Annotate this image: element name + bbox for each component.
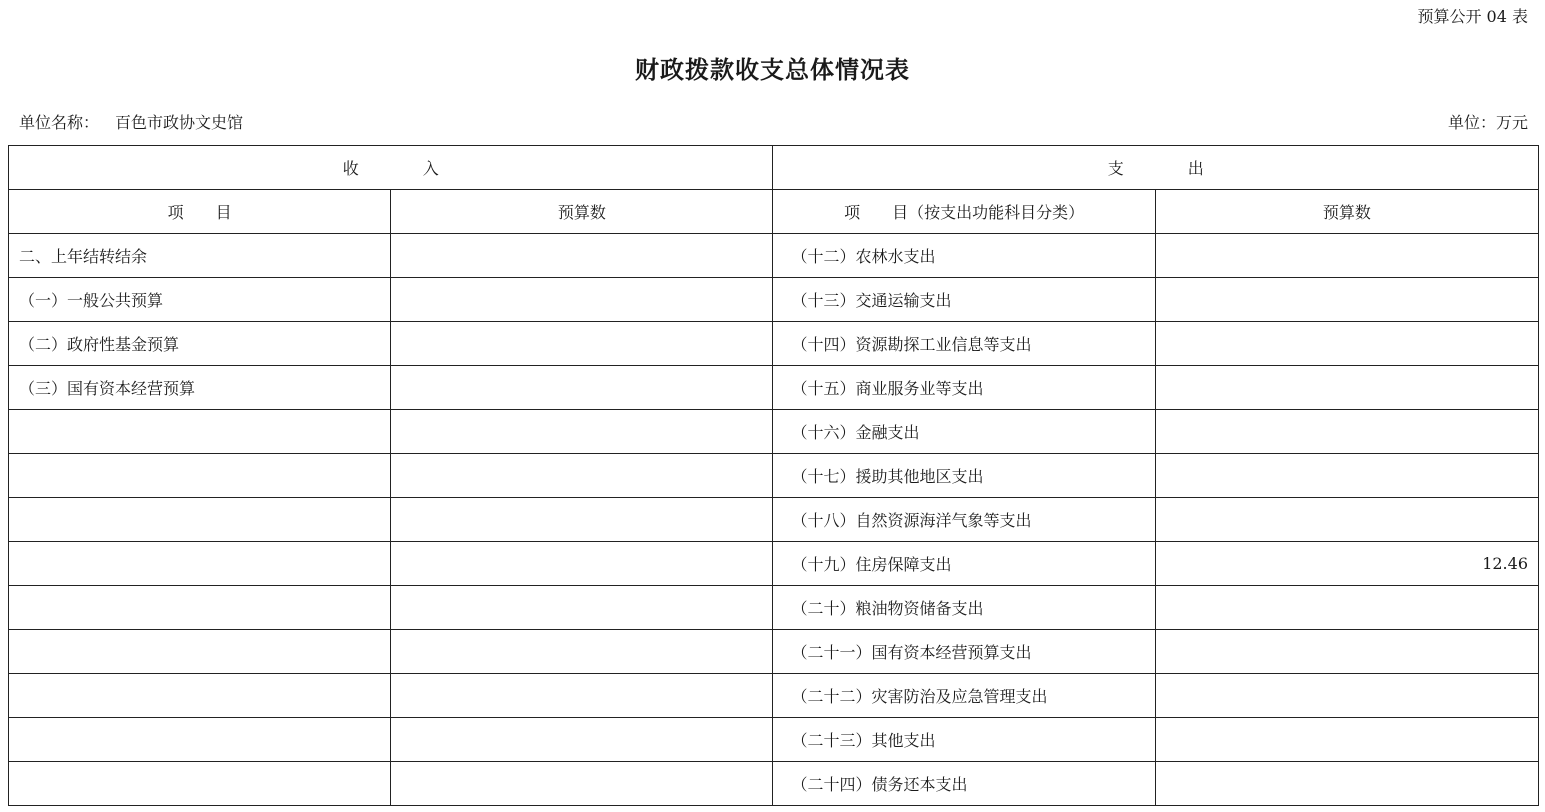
expenditure-item-header: 项 目（按支出功能科目分类） [773, 190, 1155, 234]
table-row [9, 454, 1539, 498]
table-row [9, 366, 1539, 410]
expenditure-budget-cell [1155, 410, 1538, 454]
table-row [9, 234, 1539, 278]
income-budget-cell [391, 410, 773, 454]
income-budget-cell [391, 674, 773, 718]
income-item-cell [9, 454, 391, 498]
expenditure-item-cell: （二十三）其他支出 [773, 718, 1155, 762]
expenditure-budget-cell [1155, 718, 1538, 762]
expenditure-budget-cell [1155, 630, 1538, 674]
page-title: 财政拨款收支总体情况表 [635, 55, 910, 84]
income-budget-cell [391, 718, 773, 762]
expenditure-header: 支 出 [773, 146, 1539, 190]
income-item-header: 项 目 [9, 190, 391, 234]
income-budget-header: 预算数 [391, 190, 773, 234]
unit-name-label: 单位名称： [19, 113, 100, 132]
table-row [9, 762, 1539, 806]
income-item-cell: 二、上年结转结余 [9, 234, 391, 278]
income-budget-cell [391, 454, 773, 498]
income-item-cell [9, 718, 391, 762]
money-unit: 单位：万元 [1447, 113, 1528, 132]
expenditure-item-cell: （十九）住房保障支出 [773, 542, 1155, 586]
income-budget-cell [391, 278, 773, 322]
table-group-header-row [9, 146, 1539, 190]
income-budget-cell [391, 542, 773, 586]
income-item-cell [9, 762, 391, 806]
unit-name: 百色市政协文史馆 [115, 113, 244, 132]
table-row [9, 718, 1539, 762]
table-row [9, 322, 1539, 366]
expenditure-budget-cell [1155, 278, 1538, 322]
income-item-cell: （一）一般公共预算 [9, 278, 391, 322]
expenditure-budget-cell [1155, 454, 1538, 498]
expenditure-budget-cell [1155, 498, 1538, 542]
budget-table [8, 145, 1539, 806]
expenditure-budget-cell [1155, 234, 1538, 278]
income-item-cell [9, 498, 391, 542]
table-row [9, 542, 1539, 586]
expenditure-budget-cell: 12.46 [1155, 542, 1538, 586]
expenditure-budget-cell [1155, 366, 1538, 410]
form-code: 预算公开 04 表 [1417, 7, 1528, 26]
income-item-cell [9, 410, 391, 454]
income-header: 收 入 [9, 146, 773, 190]
table-row [9, 498, 1539, 542]
expenditure-budget-cell [1155, 762, 1538, 806]
expenditure-item-cell: （十四）资源勘探工业信息等支出 [773, 322, 1155, 366]
income-item-cell [9, 542, 391, 586]
expenditure-budget-cell [1155, 322, 1538, 366]
expenditure-item-cell: （十二）农林水支出 [773, 234, 1155, 278]
table-row [9, 630, 1539, 674]
expenditure-budget-cell [1155, 586, 1538, 630]
income-budget-cell [391, 234, 773, 278]
income-budget-cell [391, 630, 773, 674]
expenditure-item-cell: （二十二）灾害防治及应急管理支出 [773, 674, 1155, 718]
income-item-cell [9, 586, 391, 630]
income-item-cell: （三）国有资本经营预算 [9, 366, 391, 410]
expenditure-item-cell: （十五）商业服务业等支出 [773, 366, 1155, 410]
unit-info [19, 111, 243, 135]
income-item-cell [9, 630, 391, 674]
income-item-cell [9, 674, 391, 718]
expenditure-item-cell: （十七）援助其他地区支出 [773, 454, 1155, 498]
income-budget-cell [391, 366, 773, 410]
expenditure-budget-cell [1155, 674, 1538, 718]
expenditure-item-cell: （二十）粮油物资储备支出 [773, 586, 1155, 630]
meta-row [19, 111, 1528, 135]
expenditure-item-cell: （十三）交通运输支出 [773, 278, 1155, 322]
income-budget-cell [391, 322, 773, 366]
income-budget-cell [391, 586, 773, 630]
income-item-cell: （二）政府性基金预算 [9, 322, 391, 366]
expenditure-item-cell: （十六）金融支出 [773, 410, 1155, 454]
expenditure-item-cell: （二十一）国有资本经营预算支出 [773, 630, 1155, 674]
expenditure-item-cell: （十八）自然资源海洋气象等支出 [773, 498, 1155, 542]
income-budget-cell [391, 498, 773, 542]
income-budget-cell [391, 762, 773, 806]
table-row [9, 410, 1539, 454]
table-column-header-row [9, 190, 1539, 234]
table-row [9, 586, 1539, 630]
expenditure-item-cell: （二十四）债务还本支出 [773, 762, 1155, 806]
table-row [9, 674, 1539, 718]
table-row [9, 278, 1539, 322]
expenditure-budget-header: 预算数 [1155, 190, 1538, 234]
